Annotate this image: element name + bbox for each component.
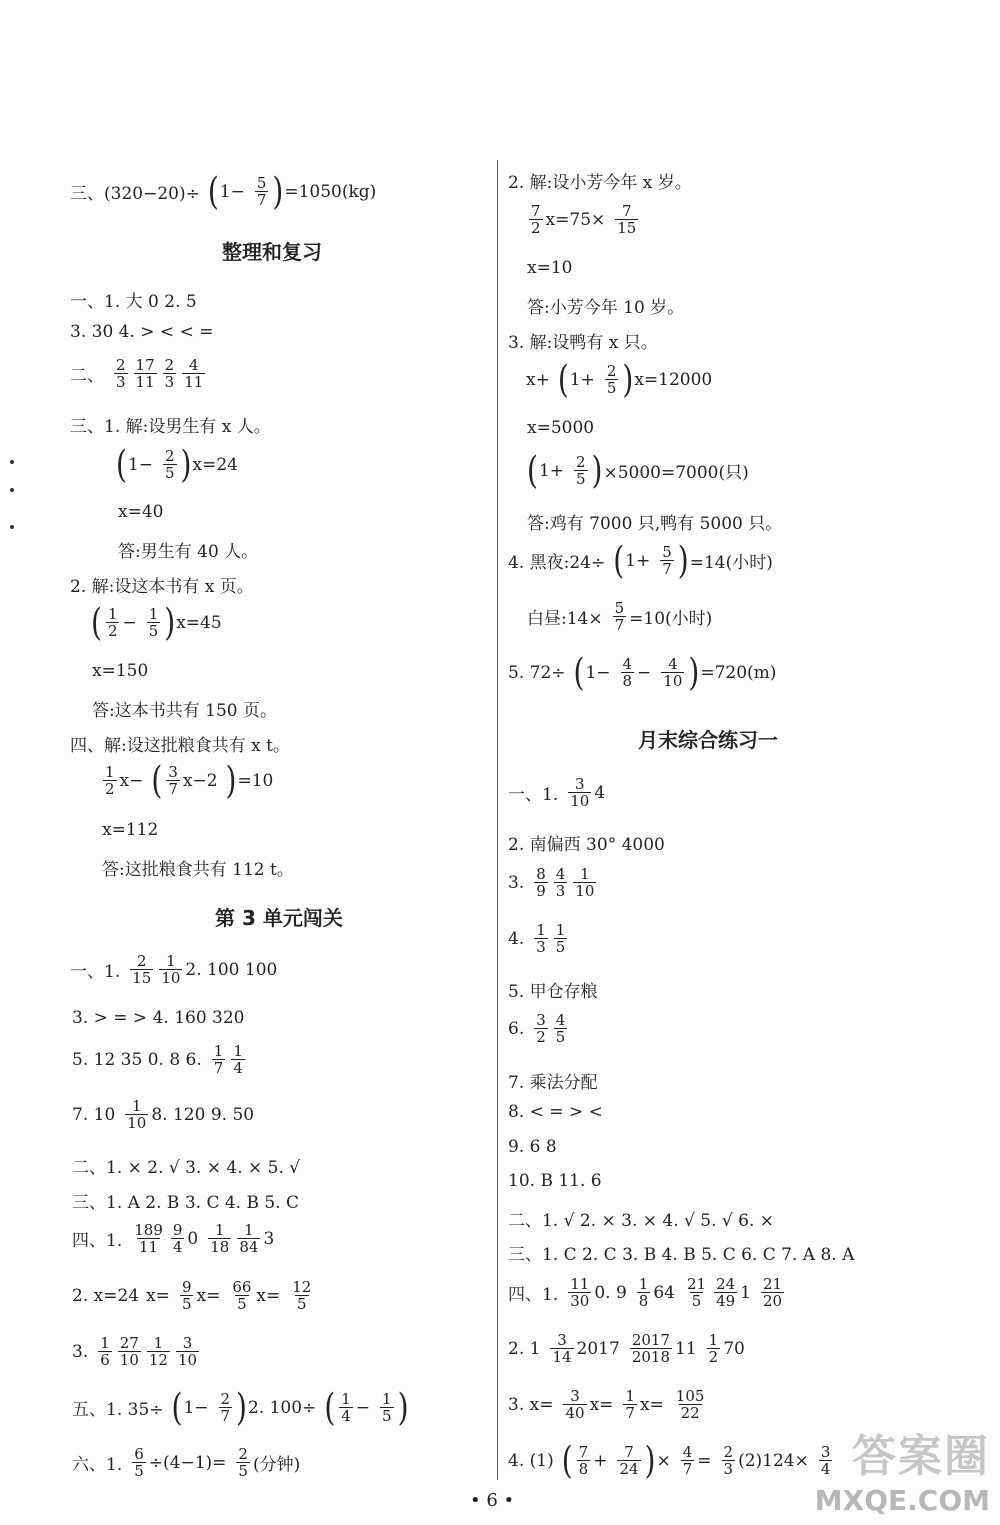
- text: 2. 100÷: [247, 1397, 317, 1418]
- answer-line: 3. > = > 4. 160 320: [72, 1008, 245, 1028]
- watermark-cn: 答案圈: [852, 1431, 990, 1482]
- text: 0. 9: [594, 1282, 627, 1303]
- fraction: $\frac{21}{5}$: [686, 1275, 707, 1310]
- answer-line: 答:这本书共有 150 页。: [92, 701, 277, 721]
- answer-line: ( 1+ $\frac{2}{5}$ ) ×5000=7000(只): [527, 447, 749, 493]
- answer-line: 3. 30 4. > < < =: [70, 322, 214, 342]
- answer-line: [70, 357, 208, 390]
- fraction: $\frac{6}{5}$: [134, 1445, 144, 1480]
- text: =720(m): [700, 662, 777, 683]
- answer-line: 三、1. C 2. C 3. B 4. B 5. C 6. C 7. A 8. A: [508, 1245, 855, 1265]
- text: −: [122, 612, 137, 633]
- answer-line: 答:鸡有 7000 只,鸭有 5000 只。: [527, 514, 783, 534]
- text: 7. 10: [72, 1104, 116, 1125]
- answer-line: $\frac{1}{2}$ x− ( $\frac{3}{7}$ x−2 ) =10: [105, 757, 274, 803]
- answer-line: [508, 866, 599, 899]
- text: (2)124×: [738, 1450, 809, 1471]
- page-number: • 6 •: [470, 1490, 515, 1511]
- answer-line: 一、1. 大 0 2. 5: [70, 292, 197, 312]
- text: 8. 120 9. 50: [151, 1104, 255, 1125]
- text: 1−: [219, 181, 245, 202]
- fraction: $\frac{1}{8}$: [638, 1275, 649, 1310]
- fraction: $\frac{8}{9}$: [536, 865, 546, 900]
- column-divider: [497, 160, 498, 1480]
- fraction: $\frac{66}{5}$: [232, 1278, 252, 1313]
- fraction: $\frac{1}{4}$: [233, 1042, 243, 1077]
- answer-line: x=112: [102, 820, 159, 840]
- text: x=: [196, 1285, 221, 1306]
- text: 2. x=24: [72, 1285, 140, 1306]
- text: 5. 72÷: [508, 662, 566, 683]
- fraction: $\frac{1}{10}$: [575, 865, 595, 900]
- fraction: $\frac{1}{18}$: [210, 1221, 230, 1256]
- answer-line: [72, 1043, 248, 1076]
- text: 五、1. 35÷: [72, 1400, 164, 1420]
- text: x−2: [182, 770, 218, 791]
- text: x−: [119, 770, 144, 791]
- text: x+: [526, 369, 550, 390]
- text: 2. 1: [508, 1338, 541, 1359]
- fraction: $\frac{2}{3}$: [723, 1443, 734, 1478]
- answer-line: 答:男生有 40 人。: [118, 542, 259, 562]
- answer-line: [508, 1332, 752, 1365]
- fraction: $\frac{2}{3}$: [116, 356, 126, 391]
- answer-line: 二、1. √ 2. × 3. × 4. √ 5. √ 6. ×: [508, 1211, 774, 1231]
- fraction: $\frac{1}{7}$: [213, 1042, 224, 1077]
- fraction: $\frac{1}{2}$: [105, 763, 115, 798]
- section-heading: 月末综合练习一: [638, 728, 778, 752]
- fraction: $\frac{7}{24}$: [619, 1443, 639, 1478]
- answer-line: x+ ( 1+ $\frac{2}{5}$ ) x=12000: [526, 356, 713, 402]
- text: 11: [675, 1338, 697, 1359]
- text: 4. (1): [508, 1450, 554, 1471]
- page-number-value: 6: [486, 1490, 498, 1511]
- fraction: $\frac{5}{7}$: [614, 599, 625, 634]
- text: ÷(4−1)=: [148, 1452, 227, 1473]
- fraction: $\frac{5}{7}$: [662, 543, 672, 578]
- margin-dot: [10, 460, 14, 464]
- paren: (: [207, 168, 219, 214]
- text: 1−: [127, 454, 153, 475]
- fraction: $\frac{3}{10}$: [570, 775, 590, 810]
- text: 1+: [569, 369, 595, 390]
- watermark-logo: [815, 1420, 990, 1517]
- fraction: $\frac{1}{5}$: [148, 605, 159, 640]
- answer-line: ( 1− $\frac{2}{5}$ ) x=24: [116, 441, 238, 487]
- answer-line: x=150: [92, 661, 149, 681]
- fraction: $\frac{3}{10}$: [177, 1334, 198, 1369]
- fraction: $\frac{1}{7}$: [625, 1387, 635, 1422]
- fraction: $\frac{7}{2}$: [531, 202, 541, 237]
- text: 5. 12 35 0. 8 6.: [72, 1049, 202, 1070]
- text: 四、1.: [508, 1285, 559, 1305]
- answer-line: 3. 解:设鸭有 x 只。: [508, 333, 658, 353]
- fraction: $\frac{24}{49}$: [716, 1275, 736, 1310]
- answer-line: 2. 南偏西 30° 4000: [508, 835, 665, 855]
- answer-line: [508, 1276, 787, 1309]
- text: =: [697, 1450, 712, 1471]
- text: (分钟): [252, 1455, 301, 1475]
- answer-line: 2. 解:设小芳今年 x 岁。: [508, 173, 692, 193]
- answer-line: [70, 168, 383, 214]
- text: 一、1.: [70, 962, 121, 982]
- answer-line: [72, 1222, 281, 1255]
- fraction: $\frac{189}{11}$: [134, 1221, 163, 1256]
- answer-line: [508, 776, 612, 809]
- answer-line: 五、1. 35÷ ( 1− $\frac{2}{7}$ ) 2. 100÷ ( $\frac{1}{4}$ − $\frac{1}{5}$ ): [72, 1384, 409, 1430]
- fraction: $\frac{4}{5}$: [555, 1011, 566, 1046]
- fraction: $\frac{9}{4}$: [172, 1221, 183, 1256]
- text: x=: [146, 1285, 170, 1306]
- fraction: $\frac{1}{2}$: [708, 1331, 719, 1366]
- text: 64: [653, 1282, 675, 1303]
- answer-line: 7. 乘法分配: [508, 1073, 598, 1093]
- answer-line: ( $\frac{1}{2}$ − $\frac{1}{5}$ ) x=45: [91, 599, 222, 645]
- text: x=: [639, 1394, 664, 1415]
- fraction: $\frac{4}{7}$: [682, 1443, 693, 1478]
- text: =10: [237, 770, 274, 791]
- fraction: $\frac{2}{5}$: [576, 453, 586, 488]
- fraction: $\frac{1}{5}$: [382, 1390, 392, 1425]
- answer-line: [508, 1388, 709, 1421]
- fraction: $\frac{3}{2}$: [536, 1011, 546, 1046]
- fraction: $\frac{4}{11}$: [184, 356, 204, 391]
- fraction: $\frac{5}{7}$: [256, 174, 267, 209]
- fraction: $\frac{3}{40}$: [565, 1387, 585, 1422]
- fraction: $\frac{105}{22}$: [675, 1387, 705, 1422]
- text: x=: [256, 1285, 281, 1306]
- fraction: $\frac{2}{5}$: [238, 1445, 248, 1480]
- answer-line: [72, 1446, 307, 1479]
- text: x=12000: [634, 369, 713, 390]
- answer-line: 5. 甲仓存粮: [508, 982, 598, 1002]
- fraction: $\frac{2017}{2018}$: [631, 1331, 670, 1366]
- fraction: $\frac{2}{5}$: [606, 362, 617, 397]
- text: x=75×: [545, 209, 606, 230]
- section-heading: 第 3 单元闯关: [215, 906, 343, 930]
- fraction: $\frac{1}{5}$: [555, 921, 566, 956]
- watermark-en: MXQE.COM: [814, 1484, 990, 1517]
- answer-line: [72, 1335, 202, 1368]
- text: x=: [589, 1394, 614, 1415]
- answer-line: 2. 解:设这本书有 x 页。: [70, 577, 254, 597]
- text: 3: [263, 1228, 275, 1249]
- text: x=24: [192, 454, 238, 475]
- answer-line: 4. 黑夜:24÷ ( 1+ $\frac{5}{7}$ ) =14(小时): [508, 537, 773, 583]
- answer-line: 三、1. 解:设男生有 x 人。: [70, 417, 271, 437]
- text: 四、1.: [72, 1231, 123, 1251]
- fraction: $\frac{27}{10}$: [119, 1334, 139, 1369]
- fraction: $\frac{1}{10}$: [161, 952, 181, 987]
- text: ×5000=7000(只): [603, 463, 749, 483]
- answer-line: 4. (1) ( $\frac{7}{8}$ + $\frac{7}{24}$ ) × $\frac{4}{7}$ = $\frac{2}{3}$ (2)124× $\frac{3}{4}$: [508, 1437, 831, 1483]
- text: 一、1.: [508, 785, 559, 805]
- fraction: $\frac{1}{4}$: [341, 1390, 351, 1425]
- text: =1050(kg): [284, 181, 377, 202]
- answer-line: [72, 1098, 261, 1131]
- text: 1+: [625, 550, 651, 571]
- text: 1−: [183, 1397, 209, 1418]
- text: 3.: [508, 872, 525, 893]
- fraction: $\frac{21}{20}$: [762, 1275, 783, 1310]
- fraction: $\frac{7}{15}$: [617, 202, 637, 237]
- margin-dot: [10, 488, 14, 492]
- section-heading: 整理和复习: [222, 240, 322, 264]
- answer-line: 8. < = > <: [508, 1102, 603, 1122]
- text: 6.: [508, 1018, 525, 1039]
- fraction: $\frac{3}{7}$: [168, 763, 178, 798]
- fraction: $\frac{1}{84}$: [239, 1221, 259, 1256]
- answer-line: [70, 953, 284, 986]
- answer-line: [526, 203, 641, 236]
- answer-line: [508, 922, 570, 955]
- fraction: $\frac{2}{7}$: [220, 1390, 231, 1425]
- answer-line: 答:这批粮食共有 112 t。: [102, 860, 294, 880]
- fraction: $\frac{4}{8}$: [622, 655, 633, 690]
- answer-line: 二、1. × 2. √ 3. × 4. × 5. √: [72, 1158, 301, 1178]
- text: 1+: [538, 460, 564, 481]
- fraction: $\frac{7}{8}$: [578, 1443, 589, 1478]
- fraction: $\frac{4}{10}$: [663, 655, 683, 690]
- margin-dot: [10, 525, 14, 529]
- text: ×: [656, 1450, 671, 1471]
- text: 六、1.: [72, 1455, 123, 1475]
- answer-line: 四、解:设这批粮食共有 x t。: [70, 736, 290, 756]
- fraction: $\frac{2}{15}$: [132, 952, 152, 987]
- text: 1: [740, 1282, 751, 1303]
- answer-line: 答:小芳今年 10 岁。: [527, 298, 685, 318]
- text: =10(小时): [629, 609, 713, 629]
- fraction: $\frac{1}{6}$: [100, 1334, 110, 1369]
- fraction: $\frac{2}{5}$: [165, 447, 175, 482]
- answer-line: 10. B 11. 6: [508, 1171, 602, 1191]
- text: 二、: [70, 366, 104, 386]
- fraction: $\frac{3}{4}$: [820, 1443, 831, 1478]
- text: 70: [723, 1338, 745, 1359]
- fraction: $\frac{9}{5}$: [181, 1278, 192, 1313]
- text: 4.: [508, 928, 525, 949]
- text: 白昼:14×: [527, 609, 603, 629]
- text: 4. 黑夜:24÷: [508, 553, 606, 573]
- answer-line: 三、1. A 2. B 3. C 4. B 5. C: [72, 1193, 300, 1213]
- paren: ): [272, 168, 284, 214]
- answer-line: x=5000: [527, 418, 595, 438]
- text: 0: [187, 1228, 199, 1249]
- fraction: $\frac{11}{30}$: [570, 1275, 590, 1310]
- answer-line: [72, 1279, 316, 1312]
- fraction: $\frac{12}{5}$: [292, 1278, 312, 1313]
- text: 3. x=: [508, 1394, 554, 1415]
- answer-line: 9. 6 8: [508, 1137, 557, 1157]
- text: x=45: [176, 612, 222, 633]
- text: 三、(320−20)÷: [70, 184, 200, 204]
- answer-line: [508, 1012, 570, 1045]
- text: −: [637, 662, 652, 683]
- fraction: $\frac{1}{12}$: [148, 1334, 168, 1369]
- fraction: $\frac{2}{3}$: [164, 356, 175, 391]
- fraction: $\frac{1}{3}$: [536, 921, 546, 956]
- fraction: $\frac{17}{11}$: [135, 356, 155, 391]
- fraction: $\frac{3}{14}$: [552, 1331, 572, 1366]
- fraction: $\frac{1}{10}$: [127, 1097, 147, 1132]
- answer-line: x=10: [527, 258, 573, 278]
- fraction: $\frac{1}{2}$: [107, 605, 118, 640]
- answer-line: x=40: [118, 502, 164, 522]
- answer-line: 5. 72÷ ( 1− $\frac{4}{8}$ − $\frac{4}{10}$ ) =720(m): [508, 649, 777, 695]
- text: 4: [594, 782, 606, 803]
- text: 1−: [585, 662, 611, 683]
- text: =14(小时): [689, 553, 773, 573]
- text: 2. 100 100: [185, 959, 278, 980]
- text: +: [593, 1450, 608, 1471]
- text: 2017: [576, 1338, 620, 1359]
- text: 3.: [72, 1341, 89, 1362]
- text: −: [355, 1397, 371, 1418]
- fraction: $\frac{4}{3}$: [555, 865, 566, 900]
- answer-line: [527, 600, 719, 633]
